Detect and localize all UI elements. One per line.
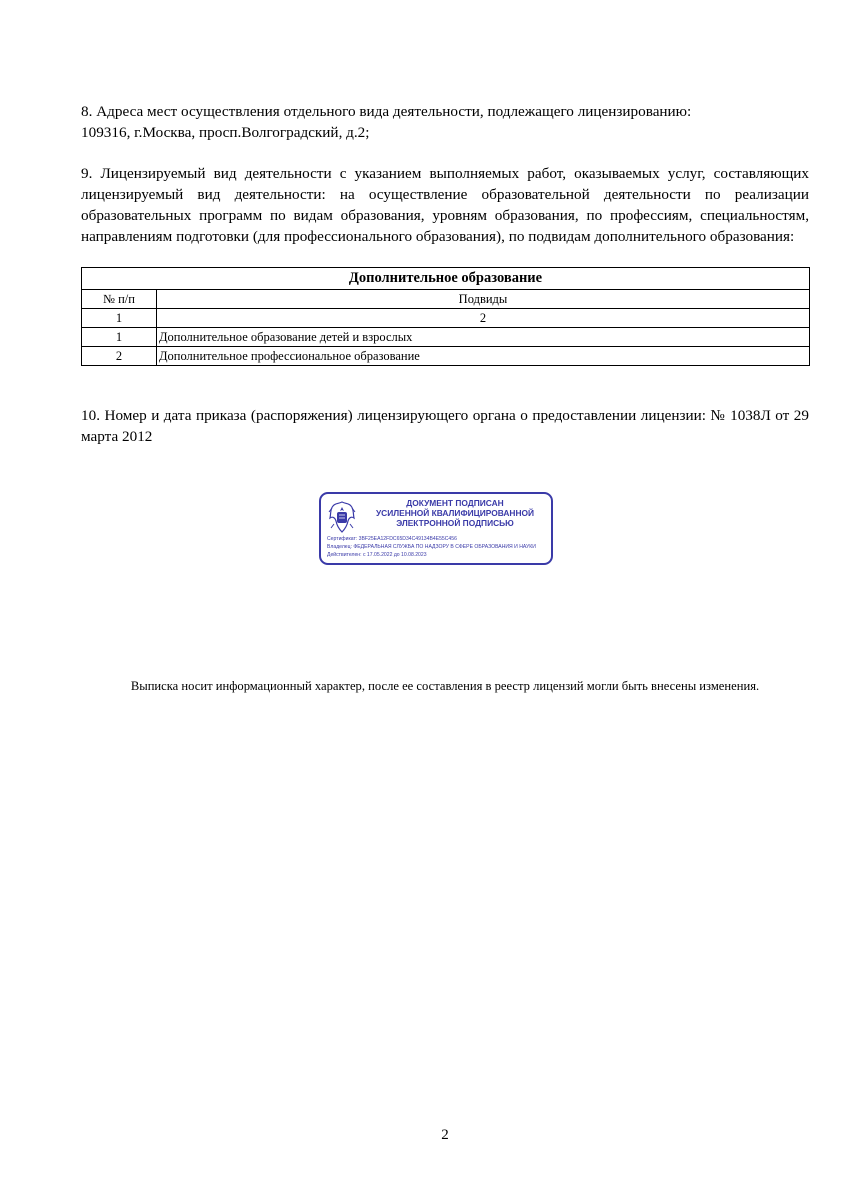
column-number-2: 2 — [157, 309, 810, 328]
page-number: 2 — [441, 1127, 449, 1143]
section-9 — [81, 163, 809, 247]
section-10 — [81, 405, 809, 447]
table-title: Дополнительное образование — [82, 268, 810, 290]
table-numbering-row — [82, 309, 810, 328]
license-table — [81, 267, 810, 366]
section-9-text: 9. Лицензируемый вид деятельности с указанием выполняемых работ, оказываемых услуг, составляющих лицензируемый вид деятельности: на осуществление образовательной деятельности по реализации образовательных программ по видам образования, уровням образования, по профессиям, специальностям, направлениям подготовки (для профессионального образования), по подвидам дополнительного образования: — [81, 165, 809, 245]
column-number-1: 1 — [82, 309, 157, 328]
table-row — [82, 328, 810, 347]
stamp-owner: Владелец: ФЕДЕРАЛЬНАЯ СЛУЖБА ПО НАДЗОРУ В СФЕРЕ ОБРАЗОВАНИЯ И НАУКИ — [327, 544, 536, 550]
stamp-validity: Действителен: с 17.05.2022 до 10.08.2023 — [327, 552, 427, 558]
stamp-heading — [361, 498, 549, 528]
coat-of-arms-icon — [327, 500, 357, 534]
electronic-signature-stamp — [319, 492, 553, 565]
section-8-heading: 8. Адреса мест осуществления отдельного вида деятельности, подлежащего лицензированию: — [81, 103, 692, 120]
section-10-text: 10. Номер и дата приказа (распоряжения) лицензирующего органа о предоставлении лицензии: № 1038Л от 29 марта 2012 — [81, 407, 809, 445]
row-subtype: Дополнительное профессиональное образование — [157, 347, 810, 366]
column-header-subtypes: Подвиды — [157, 290, 810, 309]
column-header-number: № п/п — [82, 290, 157, 309]
table-header-row — [82, 290, 810, 309]
row-number: 2 — [82, 347, 157, 366]
row-number: 1 — [82, 328, 157, 347]
stamp-heading-line: ДОКУМЕНТ ПОДПИСАН — [406, 498, 504, 508]
footer-note: Выписка носит информационный характер, после ее составления в реестр лицензий могли быть внесены изменения. — [130, 679, 760, 693]
stamp-heading-line: ЭЛЕКТРОННОЙ ПОДПИСЬЮ — [396, 518, 514, 528]
section-8-address: 109316, г.Москва, просп.Волгоградский, д.2; — [81, 124, 370, 141]
row-subtype: Дополнительное образование детей и взрослых — [157, 328, 810, 347]
stamp-certificate: Сертификат: 3BF25EA12FDC65D34C49134B4E55C456 — [327, 536, 457, 542]
section-8 — [81, 101, 809, 143]
stamp-heading-line: УСИЛЕННОЙ КВАЛИФИЦИРОВАННОЙ — [375, 508, 535, 518]
table-row — [82, 347, 810, 366]
table-title-row — [82, 268, 810, 290]
